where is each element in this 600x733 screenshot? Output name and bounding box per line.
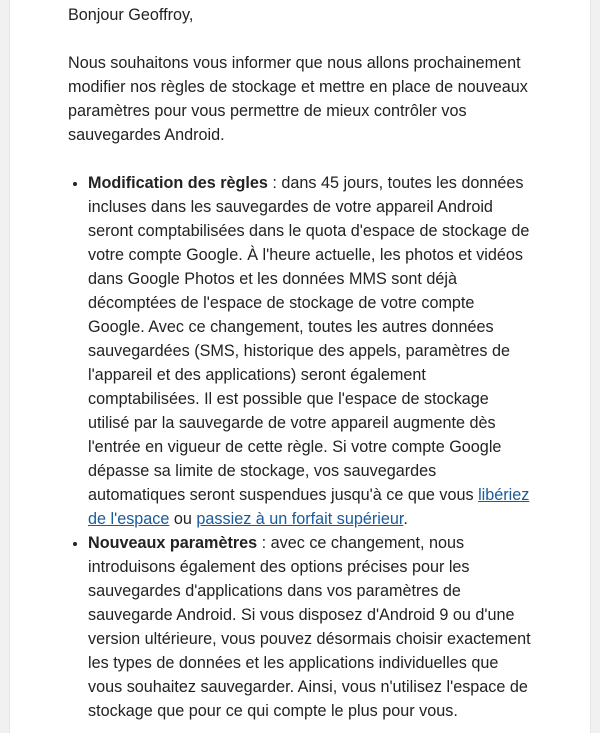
free-space-link[interactable]: libériez de l'espace (88, 486, 530, 528)
bullet-settings-title: Nouveaux paramètres (88, 534, 258, 552)
bullet-rules (88, 171, 532, 531)
upgrade-plan-link[interactable]: passiez à un forfait supérieur (196, 510, 404, 528)
intro-paragraph: Nous souhaitons vous informer que nous allons prochainement modifier nos règles de stockage et mettre en place de nouveaux paramètres pour vous permettre de mieux contrôler vos sauvegardes Android. (68, 54, 528, 144)
bullet-rules-between: ou (169, 510, 197, 528)
bullet-list (68, 171, 532, 723)
email-body (10, 0, 590, 723)
bullet-settings-text: : avec ce changement, nous introduisons également des options précises pour les sauvegardes d'applications dans vos paramètres de sauvegarde Android. Si vous disposez d'Android 9 ou d'une version ultérieure, vous pouvez désormais choisir exactement les types de données et les applications individuelles que vous souhaitez sauvegarder. Ainsi, vous n'utilisez l'espace de stockage que pour ce qui compte le plus pour vous. (88, 534, 531, 720)
bullet-rules-title: Modification des règles (88, 174, 268, 192)
greeting: Bonjour Geoffroy, (68, 6, 194, 24)
bullet-settings (88, 531, 532, 723)
bullet-rules-text: : dans 45 jours, toutes les données incluses dans les sauvegardes de votre appareil Android seront comptabilisées dans le quota d'espace de stockage de votre compte Google. À l'heure actuelle, les photos et vidéos dans Google Photos et les données MMS sont déjà décomptées de l'espace de stockage de votre compte Google. Avec ce changement, toutes les autres données sauvegardées (SMS, historique des appels, paramètres de l'appareil et des applications) seront également comptabilisées. Il est possible que l'espace de stockage utilisé par la sauvegarde de votre appareil augmente dès l'entrée en vigueur de cette règle. Si votre compte Google dépasse sa limite de stockage, vos sauvegardes automatiques seront suspendues jusqu'à ce que vous (88, 174, 530, 504)
bullet-rules-end: . (403, 510, 408, 528)
email-card (9, 0, 591, 733)
